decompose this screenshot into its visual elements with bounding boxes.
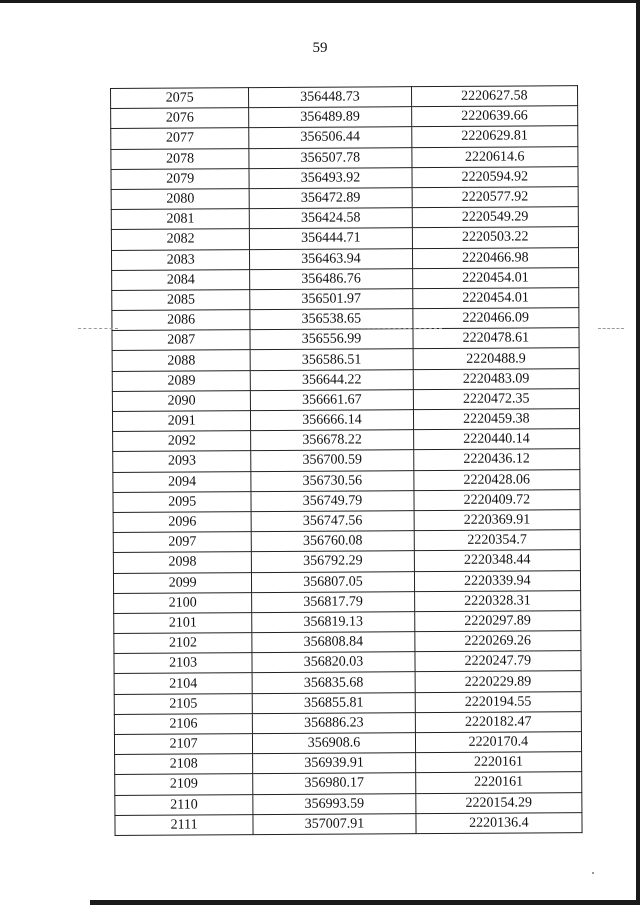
table-row bbox=[115, 812, 582, 835]
y-coordinate-cell: 2220161 bbox=[415, 752, 582, 773]
scan-artifact-dash bbox=[362, 328, 442, 329]
table-row bbox=[114, 691, 581, 714]
y-coordinate-cell: 2220466.09 bbox=[412, 308, 579, 329]
y-coordinate-cell: 2220614.6 bbox=[411, 146, 578, 167]
x-coordinate-cell: 356747.56 bbox=[251, 511, 413, 532]
point-id-cell: 2087 bbox=[112, 330, 250, 351]
page-number: 59 bbox=[312, 40, 328, 56]
table-row bbox=[114, 732, 581, 755]
y-coordinate-cell: 2220297.89 bbox=[414, 611, 581, 632]
table-row bbox=[115, 792, 582, 815]
y-coordinate-cell: 2220459.38 bbox=[413, 409, 580, 430]
y-coordinate-cell: 2220339.94 bbox=[414, 570, 581, 591]
scan-artifact-dash bbox=[78, 328, 118, 329]
point-id-cell: 2080 bbox=[111, 189, 249, 210]
point-id-cell: 2090 bbox=[112, 390, 250, 411]
point-id-cell: 2091 bbox=[112, 411, 250, 432]
point-id-cell: 2103 bbox=[114, 653, 252, 674]
y-coordinate-cell: 2220454.01 bbox=[412, 288, 579, 309]
point-id-cell: 2110 bbox=[115, 794, 253, 815]
y-coordinate-cell: 2220229.89 bbox=[415, 671, 582, 692]
y-coordinate-cell: 2220436.12 bbox=[413, 449, 580, 470]
point-id-cell: 2083 bbox=[111, 249, 249, 270]
point-id-cell: 2100 bbox=[114, 592, 252, 613]
x-coordinate-cell: 356556.99 bbox=[250, 329, 412, 350]
coordinate-table-body bbox=[111, 86, 583, 836]
x-coordinate-cell: 356678.22 bbox=[251, 430, 413, 451]
x-coordinate-cell: 356448.73 bbox=[249, 87, 411, 108]
y-coordinate-cell: 2220328.31 bbox=[414, 590, 581, 611]
point-id-cell: 2099 bbox=[113, 572, 251, 593]
point-id-cell: 2077 bbox=[111, 128, 249, 149]
table-row bbox=[111, 86, 578, 109]
scan-artifact-dash bbox=[598, 328, 624, 329]
x-coordinate-cell: 356808.84 bbox=[252, 632, 414, 653]
table-row bbox=[113, 510, 580, 533]
y-coordinate-cell: 2220627.58 bbox=[411, 86, 578, 107]
point-id-cell: 2085 bbox=[112, 290, 250, 311]
coordinate-table bbox=[110, 85, 583, 836]
y-coordinate-cell: 2220428.06 bbox=[413, 469, 580, 490]
x-coordinate-cell: 356472.89 bbox=[249, 188, 411, 209]
x-coordinate-cell: 356486.76 bbox=[250, 268, 412, 289]
table-row bbox=[114, 611, 581, 634]
x-coordinate-cell: 356835.68 bbox=[252, 672, 414, 693]
x-coordinate-cell: 356506.44 bbox=[249, 127, 411, 148]
y-coordinate-cell: 2220369.91 bbox=[414, 510, 581, 531]
x-coordinate-cell: 356792.29 bbox=[252, 551, 414, 572]
x-coordinate-cell: 356463.94 bbox=[250, 248, 412, 269]
table-row bbox=[113, 530, 580, 553]
x-coordinate-cell: 356538.65 bbox=[250, 309, 412, 330]
table-row bbox=[115, 752, 582, 775]
point-id-cell: 2101 bbox=[114, 613, 252, 634]
x-coordinate-cell: 356489.89 bbox=[249, 107, 411, 128]
y-coordinate-cell: 2220466.98 bbox=[412, 247, 579, 268]
x-coordinate-cell: 356807.05 bbox=[252, 571, 414, 592]
table-row bbox=[113, 469, 580, 492]
x-coordinate-cell: 356855.81 bbox=[252, 692, 414, 713]
table-row bbox=[112, 388, 579, 411]
scan-edge-top bbox=[0, 0, 640, 3]
point-id-cell: 2098 bbox=[113, 552, 251, 573]
point-id-cell: 2102 bbox=[114, 633, 252, 654]
x-coordinate-cell: 356644.22 bbox=[251, 369, 413, 390]
y-coordinate-cell: 2220639.66 bbox=[411, 106, 578, 127]
x-coordinate-cell: 356819.13 bbox=[252, 612, 414, 633]
x-coordinate-cell: 356586.51 bbox=[250, 349, 412, 370]
y-coordinate-cell: 2220503.22 bbox=[412, 227, 579, 248]
point-id-cell: 2076 bbox=[111, 108, 249, 129]
y-coordinate-cell: 2220182.47 bbox=[415, 711, 582, 732]
scan-edge-bottom bbox=[90, 900, 640, 905]
table-row bbox=[112, 348, 579, 371]
point-id-cell: 2084 bbox=[112, 269, 250, 290]
table-row bbox=[111, 187, 578, 210]
x-coordinate-cell: 356886.23 bbox=[253, 712, 415, 733]
point-id-cell: 2086 bbox=[112, 310, 250, 331]
x-coordinate-cell: 356730.56 bbox=[251, 470, 413, 491]
table-row bbox=[113, 489, 580, 512]
table-row bbox=[114, 711, 581, 734]
table-row bbox=[113, 449, 580, 472]
point-id-cell: 2079 bbox=[111, 168, 249, 189]
x-coordinate-cell: 356749.79 bbox=[251, 490, 413, 511]
point-id-cell: 2092 bbox=[113, 431, 251, 452]
y-coordinate-cell: 2220629.81 bbox=[411, 126, 578, 147]
table-row bbox=[112, 368, 579, 391]
table-row bbox=[111, 227, 578, 250]
x-coordinate-cell: 356700.59 bbox=[251, 450, 413, 471]
y-coordinate-cell: 2220154.29 bbox=[415, 792, 582, 813]
y-coordinate-cell: 2220488.9 bbox=[413, 348, 580, 369]
y-coordinate-cell: 2220440.14 bbox=[413, 429, 580, 450]
y-coordinate-cell: 2220577.92 bbox=[412, 187, 579, 208]
x-coordinate-cell: 356507.78 bbox=[249, 147, 411, 168]
point-id-cell: 2089 bbox=[112, 370, 250, 391]
x-coordinate-cell: 356993.59 bbox=[253, 793, 415, 814]
y-coordinate-cell: 2220409.72 bbox=[414, 489, 581, 510]
table-row bbox=[111, 106, 578, 129]
x-coordinate-cell: 356939.91 bbox=[253, 753, 415, 774]
scan-edge-right bbox=[636, 0, 640, 905]
table-row bbox=[111, 126, 578, 149]
x-coordinate-cell: 356444.71 bbox=[250, 228, 412, 249]
y-coordinate-cell: 2220483.09 bbox=[413, 368, 580, 389]
point-id-cell: 2096 bbox=[113, 512, 251, 533]
table-row bbox=[111, 166, 578, 189]
x-coordinate-cell: 356820.03 bbox=[252, 652, 414, 673]
table-row bbox=[114, 651, 581, 674]
x-coordinate-cell: 356666.14 bbox=[251, 410, 413, 431]
point-id-cell: 2095 bbox=[113, 491, 251, 512]
y-coordinate-cell: 2220354.7 bbox=[414, 530, 581, 551]
y-coordinate-cell: 2220478.61 bbox=[413, 328, 580, 349]
y-coordinate-cell: 2220594.92 bbox=[412, 166, 579, 187]
point-id-cell: 2104 bbox=[114, 673, 252, 694]
table-row bbox=[112, 308, 579, 331]
table-row bbox=[114, 631, 581, 654]
table-row bbox=[112, 288, 579, 311]
table-row bbox=[114, 671, 581, 694]
point-id-cell: 2082 bbox=[111, 229, 249, 250]
y-coordinate-cell: 2220161 bbox=[415, 772, 582, 793]
y-coordinate-cell: 2220549.29 bbox=[412, 207, 579, 228]
point-id-cell: 2094 bbox=[113, 471, 251, 492]
x-coordinate-cell: 356501.97 bbox=[250, 289, 412, 310]
point-id-cell: 2111 bbox=[115, 814, 253, 835]
point-id-cell: 2108 bbox=[115, 754, 253, 775]
table-row bbox=[113, 570, 580, 593]
x-coordinate-cell: 356661.67 bbox=[251, 389, 413, 410]
table-row bbox=[112, 267, 579, 290]
x-coordinate-cell: 356980.17 bbox=[253, 773, 415, 794]
x-coordinate-cell: 357007.91 bbox=[253, 813, 415, 834]
y-coordinate-cell: 2220348.44 bbox=[414, 550, 581, 571]
table-row bbox=[113, 429, 580, 452]
table-row bbox=[111, 207, 578, 230]
y-coordinate-cell: 2220136.4 bbox=[416, 812, 583, 833]
point-id-cell: 2109 bbox=[115, 774, 253, 795]
point-id-cell: 2093 bbox=[113, 451, 251, 472]
x-coordinate-cell: 356760.08 bbox=[251, 531, 413, 552]
point-id-cell: 2078 bbox=[111, 148, 249, 169]
y-coordinate-cell: 2220472.35 bbox=[413, 388, 580, 409]
point-id-cell: 2097 bbox=[113, 532, 251, 553]
y-coordinate-cell: 2220247.79 bbox=[415, 651, 582, 672]
x-coordinate-cell: 356424.58 bbox=[250, 208, 412, 229]
y-coordinate-cell: 2220194.55 bbox=[415, 691, 582, 712]
y-coordinate-cell: 2220269.26 bbox=[414, 631, 581, 652]
point-id-cell: 2088 bbox=[112, 350, 250, 371]
point-id-cell: 2081 bbox=[111, 209, 249, 230]
scan-artifact-speck bbox=[592, 872, 594, 874]
x-coordinate-cell: 356817.79 bbox=[252, 591, 414, 612]
table-row bbox=[115, 772, 582, 795]
point-id-cell: 2075 bbox=[111, 88, 249, 109]
table-row bbox=[112, 409, 579, 432]
y-coordinate-cell: 2220454.01 bbox=[412, 267, 579, 288]
table-row bbox=[114, 590, 581, 613]
table-row bbox=[111, 247, 578, 270]
x-coordinate-cell: 356908.6 bbox=[253, 733, 415, 754]
x-coordinate-cell: 356493.92 bbox=[249, 167, 411, 188]
table-row bbox=[112, 328, 579, 351]
table-row bbox=[111, 146, 578, 169]
table-row bbox=[113, 550, 580, 573]
point-id-cell: 2107 bbox=[114, 734, 252, 755]
y-coordinate-cell: 2220170.4 bbox=[415, 732, 582, 753]
point-id-cell: 2105 bbox=[114, 693, 252, 714]
point-id-cell: 2106 bbox=[114, 713, 252, 734]
